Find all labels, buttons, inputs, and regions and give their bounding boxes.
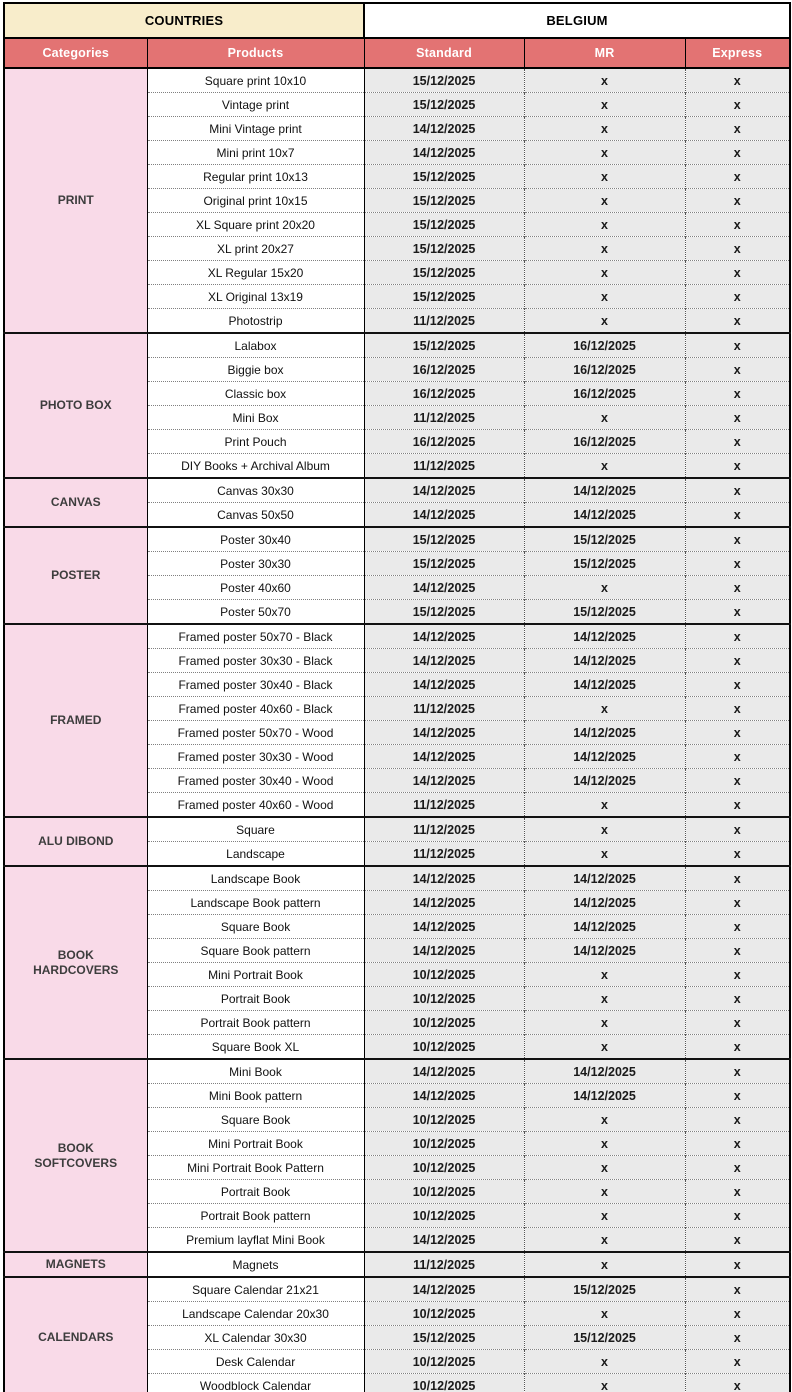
- mr-cell: 15/12/2025: [524, 527, 685, 552]
- table-row: [4, 866, 790, 891]
- express-cell: x: [685, 1204, 790, 1228]
- product-cell: Original print 10x15: [147, 189, 364, 213]
- mr-cell: 14/12/2025: [524, 866, 685, 891]
- express-cell: x: [685, 1180, 790, 1204]
- mr-cell: x: [524, 842, 685, 867]
- standard-date-cell: 14/12/2025: [364, 673, 524, 697]
- delivery-deadlines-table: [3, 2, 791, 1392]
- column-header-express: Express: [685, 38, 790, 68]
- column-header-row: [4, 38, 790, 68]
- mr-cell: x: [524, 213, 685, 237]
- category-cell-magnets: MAGNETS: [4, 1252, 147, 1277]
- product-cell: Vintage print: [147, 93, 364, 117]
- product-cell: Portrait Book: [147, 1180, 364, 1204]
- mr-cell: x: [524, 1108, 685, 1132]
- column-header-mr: MR: [524, 38, 685, 68]
- express-cell: x: [685, 600, 790, 625]
- standard-date-cell: 11/12/2025: [364, 793, 524, 818]
- product-cell: Framed poster 30x40 - Wood: [147, 769, 364, 793]
- product-cell: Poster 40x60: [147, 576, 364, 600]
- express-cell: x: [685, 1035, 790, 1060]
- mr-cell: 14/12/2025: [524, 1084, 685, 1108]
- table-row: [4, 527, 790, 552]
- standard-date-cell: 14/12/2025: [364, 141, 524, 165]
- standard-date-cell: 11/12/2025: [364, 454, 524, 479]
- product-cell: XL print 20x27: [147, 237, 364, 261]
- product-cell: Mini Portrait Book Pattern: [147, 1156, 364, 1180]
- table-row: [4, 333, 790, 358]
- category-cell-canvas: CANVAS: [4, 478, 147, 527]
- standard-date-cell: 11/12/2025: [364, 817, 524, 842]
- express-cell: x: [685, 237, 790, 261]
- mr-cell: 14/12/2025: [524, 939, 685, 963]
- standard-date-cell: 15/12/2025: [364, 552, 524, 576]
- standard-date-cell: 10/12/2025: [364, 1156, 524, 1180]
- product-cell: Framed poster 30x30 - Wood: [147, 745, 364, 769]
- product-cell: Landscape Book pattern: [147, 891, 364, 915]
- express-cell: x: [685, 1011, 790, 1035]
- express-cell: x: [685, 285, 790, 309]
- express-cell: x: [685, 1302, 790, 1326]
- standard-date-cell: 15/12/2025: [364, 261, 524, 285]
- standard-date-cell: 15/12/2025: [364, 189, 524, 213]
- product-cell: Poster 30x40: [147, 527, 364, 552]
- mr-cell: x: [524, 987, 685, 1011]
- mr-cell: x: [524, 261, 685, 285]
- column-header-standard: Standard: [364, 38, 524, 68]
- product-cell: Premium layflat Mini Book: [147, 1228, 364, 1253]
- standard-date-cell: 14/12/2025: [364, 1084, 524, 1108]
- product-cell: Framed poster 30x40 - Black: [147, 673, 364, 697]
- mr-cell: 15/12/2025: [524, 600, 685, 625]
- mr-cell: x: [524, 285, 685, 309]
- standard-date-cell: 10/12/2025: [364, 1350, 524, 1374]
- mr-cell: x: [524, 1374, 685, 1392]
- mr-cell: 14/12/2025: [524, 721, 685, 745]
- standard-date-cell: 15/12/2025: [364, 165, 524, 189]
- table-row: [4, 1252, 790, 1277]
- express-cell: x: [685, 891, 790, 915]
- mr-cell: 16/12/2025: [524, 382, 685, 406]
- mr-cell: 16/12/2025: [524, 430, 685, 454]
- express-cell: x: [685, 697, 790, 721]
- product-cell: Mini Vintage print: [147, 117, 364, 141]
- express-cell: x: [685, 141, 790, 165]
- standard-date-cell: 11/12/2025: [364, 406, 524, 430]
- express-cell: x: [685, 1059, 790, 1084]
- express-cell: x: [685, 1084, 790, 1108]
- product-cell: Landscape Book: [147, 866, 364, 891]
- express-cell: x: [685, 866, 790, 891]
- express-cell: x: [685, 576, 790, 600]
- product-cell: Print Pouch: [147, 430, 364, 454]
- category-cell-framed: FRAMED: [4, 624, 147, 817]
- express-cell: x: [685, 503, 790, 528]
- standard-date-cell: 15/12/2025: [364, 527, 524, 552]
- express-cell: x: [685, 68, 790, 93]
- mr-cell: 14/12/2025: [524, 891, 685, 915]
- product-cell: Landscape Calendar 20x30: [147, 1302, 364, 1326]
- product-cell: DIY Books + Archival Album: [147, 454, 364, 479]
- mr-cell: x: [524, 309, 685, 334]
- category-cell-poster: POSTER: [4, 527, 147, 624]
- express-cell: x: [685, 1252, 790, 1277]
- standard-date-cell: 14/12/2025: [364, 649, 524, 673]
- express-cell: x: [685, 745, 790, 769]
- express-cell: x: [685, 478, 790, 503]
- standard-date-cell: 14/12/2025: [364, 576, 524, 600]
- mr-cell: 14/12/2025: [524, 503, 685, 528]
- product-cell: Mini Box: [147, 406, 364, 430]
- standard-date-cell: 14/12/2025: [364, 624, 524, 649]
- mr-cell: 14/12/2025: [524, 915, 685, 939]
- standard-date-cell: 14/12/2025: [364, 769, 524, 793]
- express-cell: x: [685, 987, 790, 1011]
- express-cell: x: [685, 261, 790, 285]
- product-cell: Desk Calendar: [147, 1350, 364, 1374]
- express-cell: x: [685, 1156, 790, 1180]
- standard-date-cell: 15/12/2025: [364, 93, 524, 117]
- mr-cell: x: [524, 576, 685, 600]
- product-cell: XL Calendar 30x30: [147, 1326, 364, 1350]
- express-cell: x: [685, 939, 790, 963]
- standard-date-cell: 10/12/2025: [364, 1011, 524, 1035]
- category-cell-alu-dibond: ALU DIBOND: [4, 817, 147, 866]
- mr-cell: x: [524, 141, 685, 165]
- standard-date-cell: 15/12/2025: [364, 600, 524, 625]
- express-cell: x: [685, 165, 790, 189]
- product-cell: Canvas 30x30: [147, 478, 364, 503]
- product-cell: Magnets: [147, 1252, 364, 1277]
- product-cell: Framed poster 30x30 - Black: [147, 649, 364, 673]
- table-row: [4, 1277, 790, 1302]
- product-cell: Portrait Book pattern: [147, 1011, 364, 1035]
- standard-date-cell: 10/12/2025: [364, 1302, 524, 1326]
- mr-cell: x: [524, 1350, 685, 1374]
- mr-cell: 15/12/2025: [524, 1277, 685, 1302]
- standard-date-cell: 14/12/2025: [364, 1059, 524, 1084]
- standard-date-cell: 10/12/2025: [364, 1374, 524, 1392]
- product-cell: Framed poster 40x60 - Black: [147, 697, 364, 721]
- mr-cell: x: [524, 817, 685, 842]
- table-body: [4, 68, 790, 1392]
- express-cell: x: [685, 915, 790, 939]
- column-header-products: Products: [147, 38, 364, 68]
- product-cell: XL Regular 15x20: [147, 261, 364, 285]
- express-cell: x: [685, 1277, 790, 1302]
- mr-cell: x: [524, 93, 685, 117]
- mr-cell: x: [524, 237, 685, 261]
- express-cell: x: [685, 769, 790, 793]
- standard-date-cell: 11/12/2025: [364, 697, 524, 721]
- table-row: [4, 624, 790, 649]
- standard-date-cell: 10/12/2025: [364, 1035, 524, 1060]
- mr-cell: 16/12/2025: [524, 358, 685, 382]
- product-cell: Lalabox: [147, 333, 364, 358]
- product-cell: Square Book: [147, 1108, 364, 1132]
- countries-header: COUNTRIES: [4, 3, 364, 38]
- category-cell-book-softcovers: BOOK SOFTCOVERS: [4, 1059, 147, 1252]
- mr-cell: 14/12/2025: [524, 478, 685, 503]
- standard-date-cell: 10/12/2025: [364, 963, 524, 987]
- mr-cell: x: [524, 1252, 685, 1277]
- product-cell: Poster 30x30: [147, 552, 364, 576]
- standard-date-cell: 11/12/2025: [364, 842, 524, 867]
- express-cell: x: [685, 213, 790, 237]
- product-cell: Regular print 10x13: [147, 165, 364, 189]
- standard-date-cell: 15/12/2025: [364, 237, 524, 261]
- mr-cell: x: [524, 68, 685, 93]
- product-cell: Canvas 50x50: [147, 503, 364, 528]
- product-cell: Photostrip: [147, 309, 364, 334]
- mr-cell: x: [524, 1156, 685, 1180]
- standard-date-cell: 14/12/2025: [364, 939, 524, 963]
- standard-date-cell: 14/12/2025: [364, 891, 524, 915]
- standard-date-cell: 15/12/2025: [364, 68, 524, 93]
- table-row: [4, 817, 790, 842]
- mr-cell: 14/12/2025: [524, 624, 685, 649]
- product-cell: Square print 10x10: [147, 68, 364, 93]
- table-row: [4, 68, 790, 93]
- express-cell: x: [685, 1374, 790, 1392]
- category-cell-calendars: CALENDARS: [4, 1277, 147, 1392]
- standard-date-cell: 14/12/2025: [364, 117, 524, 141]
- mr-cell: 16/12/2025: [524, 333, 685, 358]
- express-cell: x: [685, 93, 790, 117]
- express-cell: x: [685, 333, 790, 358]
- standard-date-cell: 15/12/2025: [364, 213, 524, 237]
- product-cell: Portrait Book: [147, 987, 364, 1011]
- mr-cell: x: [524, 406, 685, 430]
- standard-date-cell: 15/12/2025: [364, 333, 524, 358]
- category-cell-book-hardcovers: BOOK HARDCOVERS: [4, 866, 147, 1059]
- express-cell: x: [685, 382, 790, 406]
- express-cell: x: [685, 842, 790, 867]
- mr-cell: x: [524, 189, 685, 213]
- product-cell: Framed poster 50x70 - Wood: [147, 721, 364, 745]
- express-cell: x: [685, 793, 790, 818]
- mr-cell: x: [524, 1180, 685, 1204]
- standard-date-cell: 14/12/2025: [364, 1228, 524, 1253]
- mr-cell: 14/12/2025: [524, 769, 685, 793]
- express-cell: x: [685, 117, 790, 141]
- table-row: [4, 478, 790, 503]
- product-cell: Portrait Book pattern: [147, 1204, 364, 1228]
- express-cell: x: [685, 527, 790, 552]
- express-cell: x: [685, 1132, 790, 1156]
- standard-date-cell: 10/12/2025: [364, 1108, 524, 1132]
- standard-date-cell: 14/12/2025: [364, 721, 524, 745]
- mr-cell: 15/12/2025: [524, 552, 685, 576]
- mr-cell: x: [524, 1035, 685, 1060]
- express-cell: x: [685, 552, 790, 576]
- product-cell: Square: [147, 817, 364, 842]
- product-cell: XL Square print 20x20: [147, 213, 364, 237]
- product-cell: Square Book XL: [147, 1035, 364, 1060]
- mr-cell: 14/12/2025: [524, 649, 685, 673]
- express-cell: x: [685, 817, 790, 842]
- standard-date-cell: 14/12/2025: [364, 503, 524, 528]
- product-cell: Woodblock Calendar: [147, 1374, 364, 1392]
- standard-date-cell: 14/12/2025: [364, 866, 524, 891]
- standard-date-cell: 16/12/2025: [364, 382, 524, 406]
- standard-date-cell: 10/12/2025: [364, 1180, 524, 1204]
- standard-date-cell: 10/12/2025: [364, 1204, 524, 1228]
- mr-cell: 14/12/2025: [524, 673, 685, 697]
- mr-cell: x: [524, 454, 685, 479]
- standard-date-cell: 16/12/2025: [364, 430, 524, 454]
- express-cell: x: [685, 1350, 790, 1374]
- standard-date-cell: 14/12/2025: [364, 745, 524, 769]
- mr-cell: x: [524, 1302, 685, 1326]
- product-cell: Mini Portrait Book: [147, 963, 364, 987]
- mr-cell: x: [524, 963, 685, 987]
- mr-cell: 14/12/2025: [524, 745, 685, 769]
- table-row: [4, 1059, 790, 1084]
- product-cell: Framed poster 40x60 - Wood: [147, 793, 364, 818]
- express-cell: x: [685, 406, 790, 430]
- product-cell: Classic box: [147, 382, 364, 406]
- standard-date-cell: 15/12/2025: [364, 1326, 524, 1350]
- mr-cell: x: [524, 1011, 685, 1035]
- product-cell: Square Book: [147, 915, 364, 939]
- product-cell: XL Original 13x19: [147, 285, 364, 309]
- express-cell: x: [685, 309, 790, 334]
- standard-date-cell: 15/12/2025: [364, 285, 524, 309]
- product-cell: Poster 50x70: [147, 600, 364, 625]
- product-cell: Mini Book pattern: [147, 1084, 364, 1108]
- express-cell: x: [685, 189, 790, 213]
- country-header-belgium: BELGIUM: [364, 3, 790, 38]
- express-cell: x: [685, 624, 790, 649]
- product-cell: Mini Portrait Book: [147, 1132, 364, 1156]
- product-cell: Mini Book: [147, 1059, 364, 1084]
- mr-cell: x: [524, 697, 685, 721]
- express-cell: x: [685, 1228, 790, 1253]
- standard-date-cell: 16/12/2025: [364, 358, 524, 382]
- express-cell: x: [685, 963, 790, 987]
- express-cell: x: [685, 673, 790, 697]
- express-cell: x: [685, 1326, 790, 1350]
- standard-date-cell: 10/12/2025: [364, 1132, 524, 1156]
- category-cell-print: PRINT: [4, 68, 147, 333]
- express-cell: x: [685, 454, 790, 479]
- mr-cell: 15/12/2025: [524, 1326, 685, 1350]
- express-cell: x: [685, 430, 790, 454]
- mr-cell: x: [524, 117, 685, 141]
- express-cell: x: [685, 358, 790, 382]
- mr-cell: x: [524, 1132, 685, 1156]
- mr-cell: x: [524, 793, 685, 818]
- standard-date-cell: 14/12/2025: [364, 1277, 524, 1302]
- express-cell: x: [685, 1108, 790, 1132]
- product-cell: Square Book pattern: [147, 939, 364, 963]
- standard-date-cell: 14/12/2025: [364, 478, 524, 503]
- standard-date-cell: 11/12/2025: [364, 309, 524, 334]
- product-cell: Biggie box: [147, 358, 364, 382]
- express-cell: x: [685, 721, 790, 745]
- group-header-row: [4, 3, 790, 38]
- product-cell: Mini print 10x7: [147, 141, 364, 165]
- product-cell: Landscape: [147, 842, 364, 867]
- column-header-categories: Categories: [4, 38, 147, 68]
- category-cell-photo-box: PHOTO BOX: [4, 333, 147, 478]
- product-cell: Framed poster 50x70 - Black: [147, 624, 364, 649]
- standard-date-cell: 10/12/2025: [364, 987, 524, 1011]
- product-cell: Square Calendar 21x21: [147, 1277, 364, 1302]
- express-cell: x: [685, 649, 790, 673]
- standard-date-cell: 11/12/2025: [364, 1252, 524, 1277]
- mr-cell: 14/12/2025: [524, 1059, 685, 1084]
- standard-date-cell: 14/12/2025: [364, 915, 524, 939]
- mr-cell: x: [524, 1228, 685, 1253]
- mr-cell: x: [524, 165, 685, 189]
- mr-cell: x: [524, 1204, 685, 1228]
